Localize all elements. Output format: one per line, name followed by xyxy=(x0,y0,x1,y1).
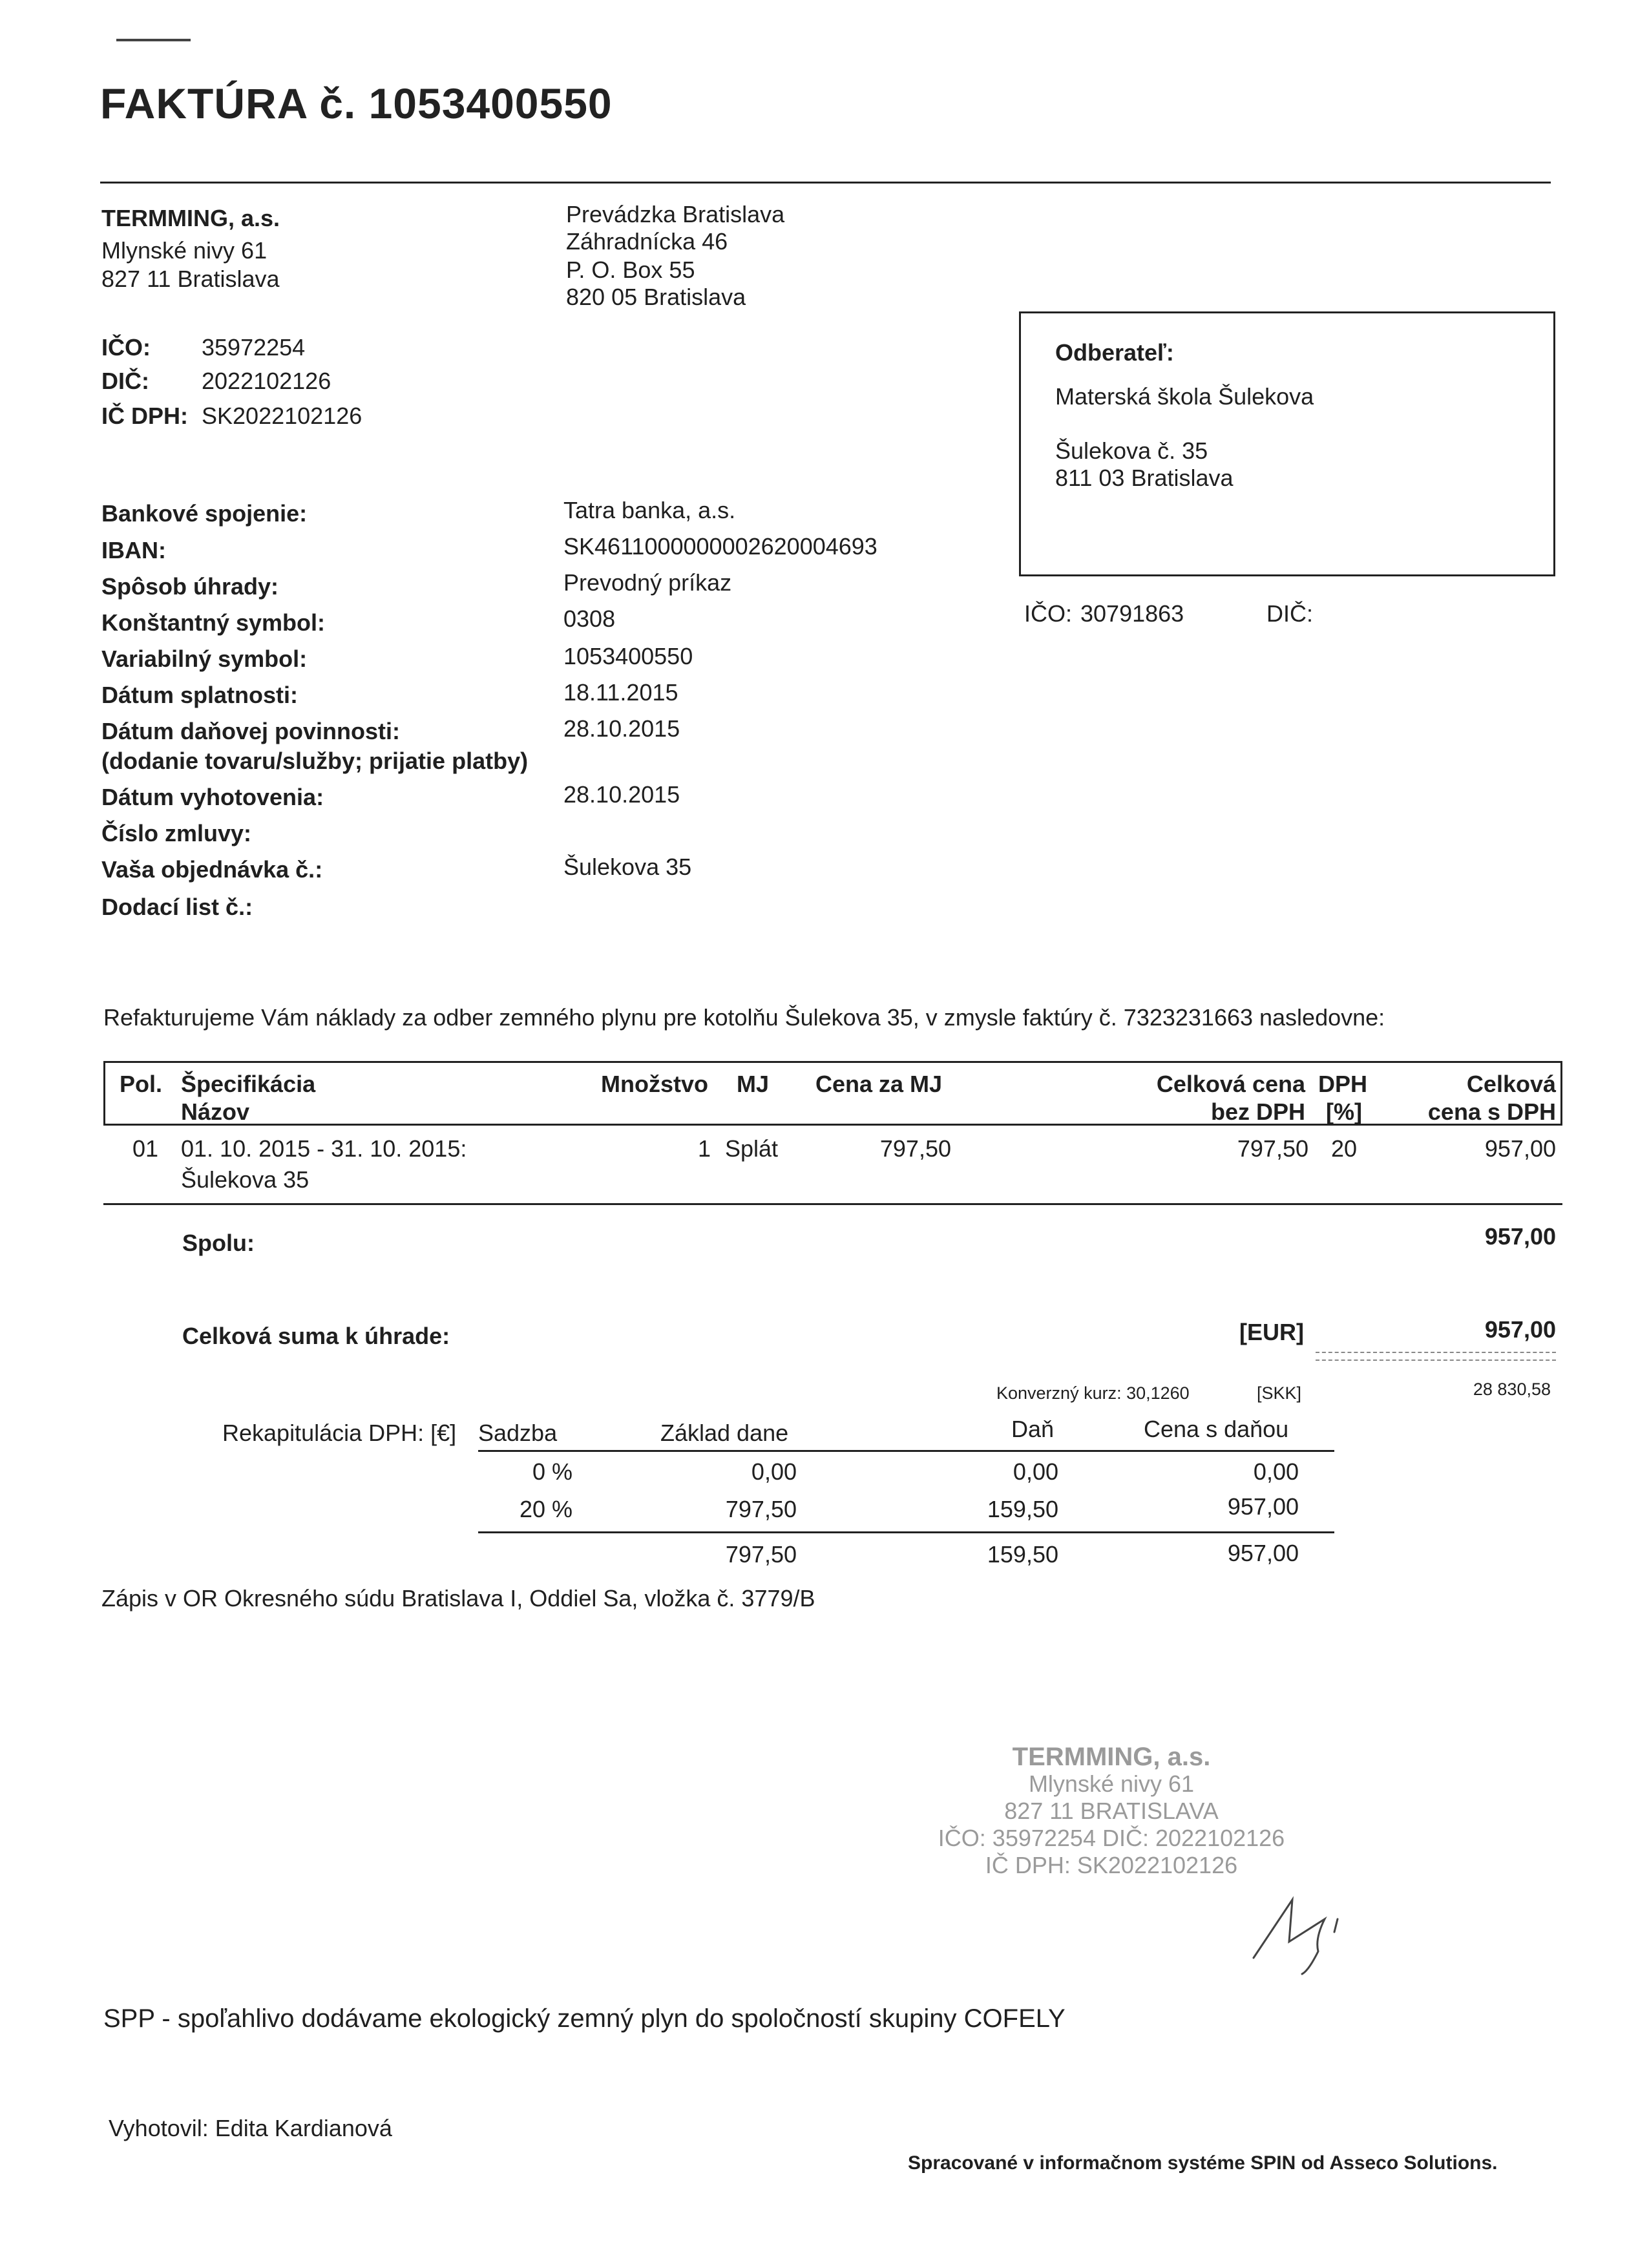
payment-value: 18.11.2015 xyxy=(563,679,678,706)
supplier-dic: 2022102126 xyxy=(202,368,331,394)
payment-label: Spôsob úhrady: xyxy=(101,573,279,600)
conversion-value: 28 830,58 xyxy=(1473,1380,1551,1399)
supplier-name: TERMMING, a.s. xyxy=(101,205,280,231)
company-stamp xyxy=(866,1743,1357,1879)
col-s-dph-header: Celková xyxy=(1466,1071,1556,1097)
items-table-bottom-line xyxy=(103,1203,1562,1205)
signature-graphic xyxy=(1241,1880,1370,1977)
branch-line-3: P. O. Box 55 xyxy=(566,257,695,283)
col-dph-header: DPH xyxy=(1318,1071,1368,1097)
payment-value: SK4611000000002620004693 xyxy=(563,533,877,560)
payment-value: Prevodný príkaz xyxy=(563,569,732,596)
footer-text: Spracované v informačnom systéme SPIN od Asseco Solutions. xyxy=(908,2152,1498,2174)
col-cena-mj-header: Cena za MJ xyxy=(815,1071,943,1097)
stamp-line-icdph: IČ DPH: SK2022102126 xyxy=(985,1852,1238,1878)
vat-col-cena: Cena s daňou xyxy=(1144,1416,1289,1442)
customer-street: Šulekova č. 35 xyxy=(1055,437,1208,464)
payment-label: Dátum vyhotovenia: xyxy=(101,784,324,810)
payment-label: Číslo zmluvy: xyxy=(101,820,252,846)
vat-col-dan: Daň xyxy=(1011,1416,1055,1442)
customer-name: Materská škola Šulekova xyxy=(1055,383,1314,410)
vat-total-line xyxy=(478,1531,1334,1533)
col-bez-dph-header: Celková cena xyxy=(1156,1071,1305,1097)
vat-recap-label: Rekapitulácia DPH: [€] xyxy=(222,1420,457,1446)
payment-label: Bankové spojenie: xyxy=(101,500,308,527)
payment-label: Dodací list č.: xyxy=(101,894,253,920)
registration-text: Zápis v OR Okresného súdu Bratislava I, Oddiel Sa, vložka č. 3779/B xyxy=(101,1585,815,1612)
vat-row-dan: 159,50 xyxy=(987,1496,1058,1522)
spolu-label: Spolu: xyxy=(182,1230,255,1256)
vat-row-sadzba: 0 % xyxy=(532,1458,572,1485)
vat-row-dan: 0,00 xyxy=(1013,1458,1058,1485)
col-mj-header: MJ xyxy=(737,1071,770,1097)
row-mnozstvo: 1 xyxy=(697,1135,711,1162)
col-spec-header: Špecifikácia xyxy=(181,1071,316,1097)
branch-line-2: Záhradnícka 46 xyxy=(566,228,728,255)
row-spec: 01. 10. 2015 - 31. 10. 2015: xyxy=(181,1135,467,1162)
customer-ico-label: IČO: xyxy=(1024,600,1073,627)
vat-header-line xyxy=(478,1450,1334,1452)
row-bez-dph: 797,50 xyxy=(1237,1135,1308,1162)
payment-value: 1053400550 xyxy=(563,643,693,669)
invoice-title: FAKTÚRA č. 1053400550 xyxy=(100,79,613,127)
payment-label: Dátum splatnosti: xyxy=(101,682,299,708)
payment-label: Dátum daňovej povinnosti: xyxy=(101,718,401,744)
col-dph-header-2: [%] xyxy=(1326,1098,1362,1125)
total-currency: [EUR] xyxy=(1239,1319,1304,1345)
customer-ico: 30791863 xyxy=(1080,600,1184,627)
supplier-street: Mlynské nivy 61 xyxy=(101,237,268,264)
stamp-line-city: 827 11 BRATISLAVA xyxy=(1004,1798,1219,1824)
vat-row-zaklad: 0,00 xyxy=(751,1458,797,1485)
payment-value: 28.10.2015 xyxy=(563,715,680,742)
payment-label: IBAN: xyxy=(101,537,166,563)
stamp-line-name: TERMMING, a.s. xyxy=(1012,1743,1211,1771)
payment-label: Vaša objednávka č.: xyxy=(101,856,323,883)
customer-city: 811 03 Bratislava xyxy=(1055,465,1234,491)
customer-label: Odberateľ: xyxy=(1055,339,1174,366)
vat-row-cena: 957,00 xyxy=(1227,1493,1299,1520)
col-s-dph-header-2: cena s DPH xyxy=(1427,1098,1556,1125)
supplier-dic-label: DIČ: xyxy=(101,368,149,394)
stamp-line-street: Mlynské nivy 61 xyxy=(1028,1770,1195,1797)
conversion-currency: [SKK] xyxy=(1257,1383,1302,1403)
branch-line-1: Prevádzka Bratislava xyxy=(566,201,785,227)
payment-label: Variabilný symbol: xyxy=(101,646,308,672)
supplier-icdph-label: IČ DPH: xyxy=(101,403,188,429)
payment-label: (dodanie tovaru/služby; prijatie platby) xyxy=(101,748,529,774)
col-nazov-header: Názov xyxy=(181,1098,250,1125)
row-dph: 20 xyxy=(1331,1135,1358,1162)
col-bez-dph-header-2: bez DPH xyxy=(1210,1098,1305,1125)
payment-label: Konštantný symbol: xyxy=(101,609,326,636)
vat-col-zaklad: Základ dane xyxy=(660,1420,789,1446)
supplier-ico-label: IČO: xyxy=(101,334,151,361)
supplier-icdph: SK2022102126 xyxy=(202,403,362,429)
conversion-label: Konverzný kurz: 30,1260 xyxy=(996,1383,1190,1403)
total-underline xyxy=(1316,1352,1556,1361)
intro-text: Refakturujeme Vám náklady za odber zemného plynu pre kotolňu Šulekova 35, v zmysle faktúry č. 7323231663 nasledovne: xyxy=(103,1004,1385,1031)
col-mnozstvo-header: Množstvo xyxy=(601,1071,708,1097)
stamp-line-ico-dic: IČO: 35972254 DIČ: 2022102126 xyxy=(938,1825,1285,1851)
corner-mark xyxy=(116,39,191,41)
title-divider xyxy=(100,182,1551,184)
vat-total-zaklad: 797,50 xyxy=(725,1541,797,1568)
total-label: Celková suma k úhrade: xyxy=(182,1323,450,1349)
payment-value: 28.10.2015 xyxy=(563,781,680,808)
payment-value: 0308 xyxy=(563,605,616,632)
supplier-city: 827 11 Bratislava xyxy=(101,266,280,292)
col-pol-header: Pol. xyxy=(120,1071,163,1097)
payment-value: Tatra banka, a.s. xyxy=(563,497,736,523)
vat-row-cena: 0,00 xyxy=(1253,1458,1299,1485)
slogan-text: SPP - spoľahlivo dodávame ekologický zemný plyn do spoločností skupiny COFELY xyxy=(103,2004,1066,2033)
row-pol: 01 xyxy=(132,1135,159,1162)
vat-col-sadzba: Sadzba xyxy=(478,1420,558,1446)
total-value: 957,00 xyxy=(1484,1316,1556,1343)
row-cena-mj: 797,50 xyxy=(879,1135,951,1162)
supplier-ico: 35972254 xyxy=(202,334,306,361)
row-mj: Splát xyxy=(725,1135,779,1162)
row-s-dph: 957,00 xyxy=(1484,1135,1556,1162)
payment-value: Šulekova 35 xyxy=(563,854,692,880)
issued-by: Vyhotovil: Edita Kardianová xyxy=(109,2115,392,2141)
vat-row-sadzba: 20 % xyxy=(519,1496,572,1522)
branch-line-4: 820 05 Bratislava xyxy=(566,284,746,310)
vat-total-dan: 159,50 xyxy=(987,1541,1058,1568)
customer-dic-label: DIČ: xyxy=(1266,600,1313,627)
spolu-value: 957,00 xyxy=(1484,1223,1556,1250)
vat-total-cena: 957,00 xyxy=(1227,1540,1299,1566)
row-nazov: Šulekova 35 xyxy=(181,1166,310,1193)
vat-row-zaklad: 797,50 xyxy=(725,1496,797,1522)
